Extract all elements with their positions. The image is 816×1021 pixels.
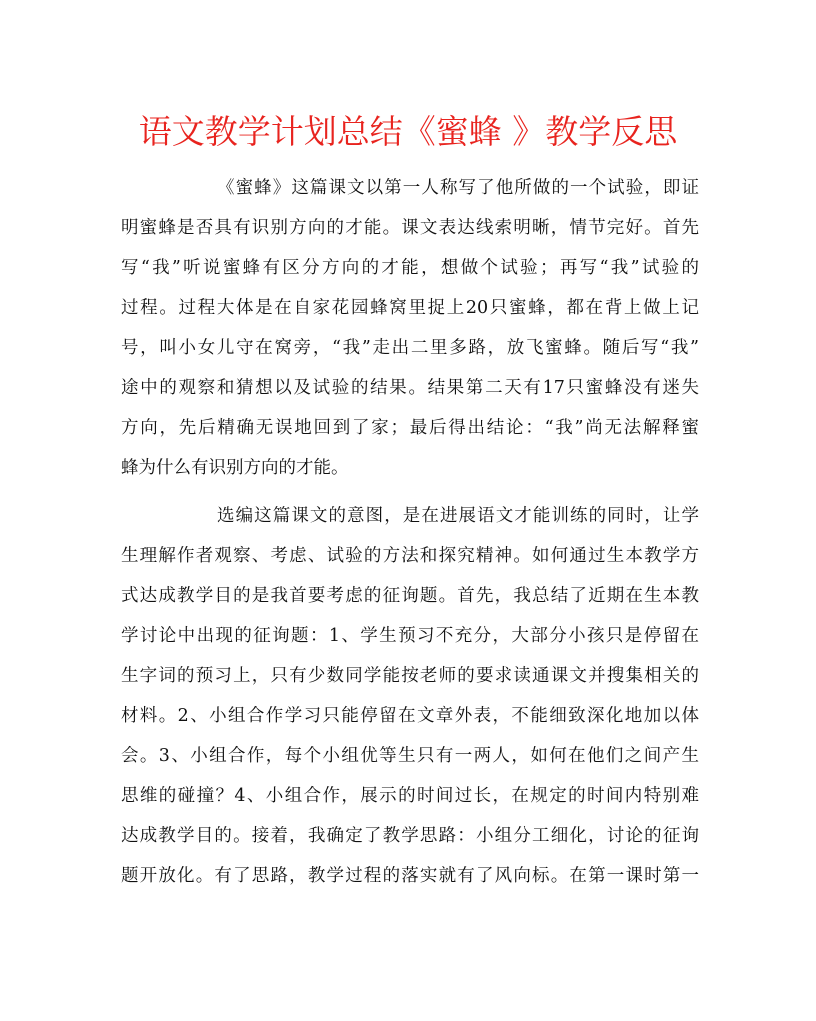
paragraph-2-line: 式达成教学目的是我首要考虑的征询题。首先，我总结了近期在生本教 [121,586,699,606]
paragraph-1-line: 途中的观察和猜想以及试验的结果。结果第二天有17只蜜蜂没有迷失 [121,378,699,398]
paragraph-1-line: 方向，先后精确无误地回到了家；最后得出结论：“我”尚无法解释蜜 [121,418,699,438]
paragraph-1-line: 明蜜蜂是否具有识别方向的才能。课文表达线索明晰，情节完好。首先 [121,218,699,238]
paragraph-1-line: 号，叫小女儿守在窝旁，“我”走出二里多路，放飞蜜蜂。随后写“我” [121,338,699,358]
paragraph-2-line: 生理解作者观察、考虑、试验的方法和探究精神。如何通过生本教学方 [121,546,699,566]
document-title: 语文教学计划总结《蜜蜂 》教学反思 [138,112,678,151]
paragraph-1-line: 《蜜蜂》这篇课文以第一人称写了他所做的一个试验，即证 [217,178,699,198]
paragraph-2-line: 达成教学目的。接着，我确定了教学思路：小组分工细化，讨论的征询 [121,826,699,846]
paragraph-2-line: 学讨论中出现的征询题：1、学生预习不充分，大部分小孩只是停留在 [121,626,699,646]
paragraph-2-line: 选编这篇课文的意图，是在进展语文才能训练的同时，让学 [217,506,699,526]
paragraph-2-line: 材料。2、小组合作学习只能停留在文章外表，不能细致深化地加以体 [121,706,699,726]
paragraph-1-line: 蜂为什么有识别方向的才能。 [121,458,349,478]
paragraph-2-line: 思维的碰撞？4、小组合作，展示的时间过长，在规定的时间内特别难 [121,786,699,806]
paragraph-1-line: 写“我”听说蜜蜂有区分方向的才能，想做个试验；再写“我”试验的 [121,258,699,278]
paragraph-2-line: 生字词的预习上，只有少数同学能按老师的要求读通课文并搜集相关的 [121,666,699,686]
paragraph-1-line: 过程。过程大体是在自家花园蜂窝里捉上20只蜜蜂，都在背上做上记 [121,298,699,318]
paragraph-2-line: 会。3、小组合作，每个小组优等生只有一两人，如何在他们之间产生 [121,746,699,766]
paragraph-2-line: 题开放化。有了思路，教学过程的落实就有了风向标。在第一课时第一 [121,866,699,886]
